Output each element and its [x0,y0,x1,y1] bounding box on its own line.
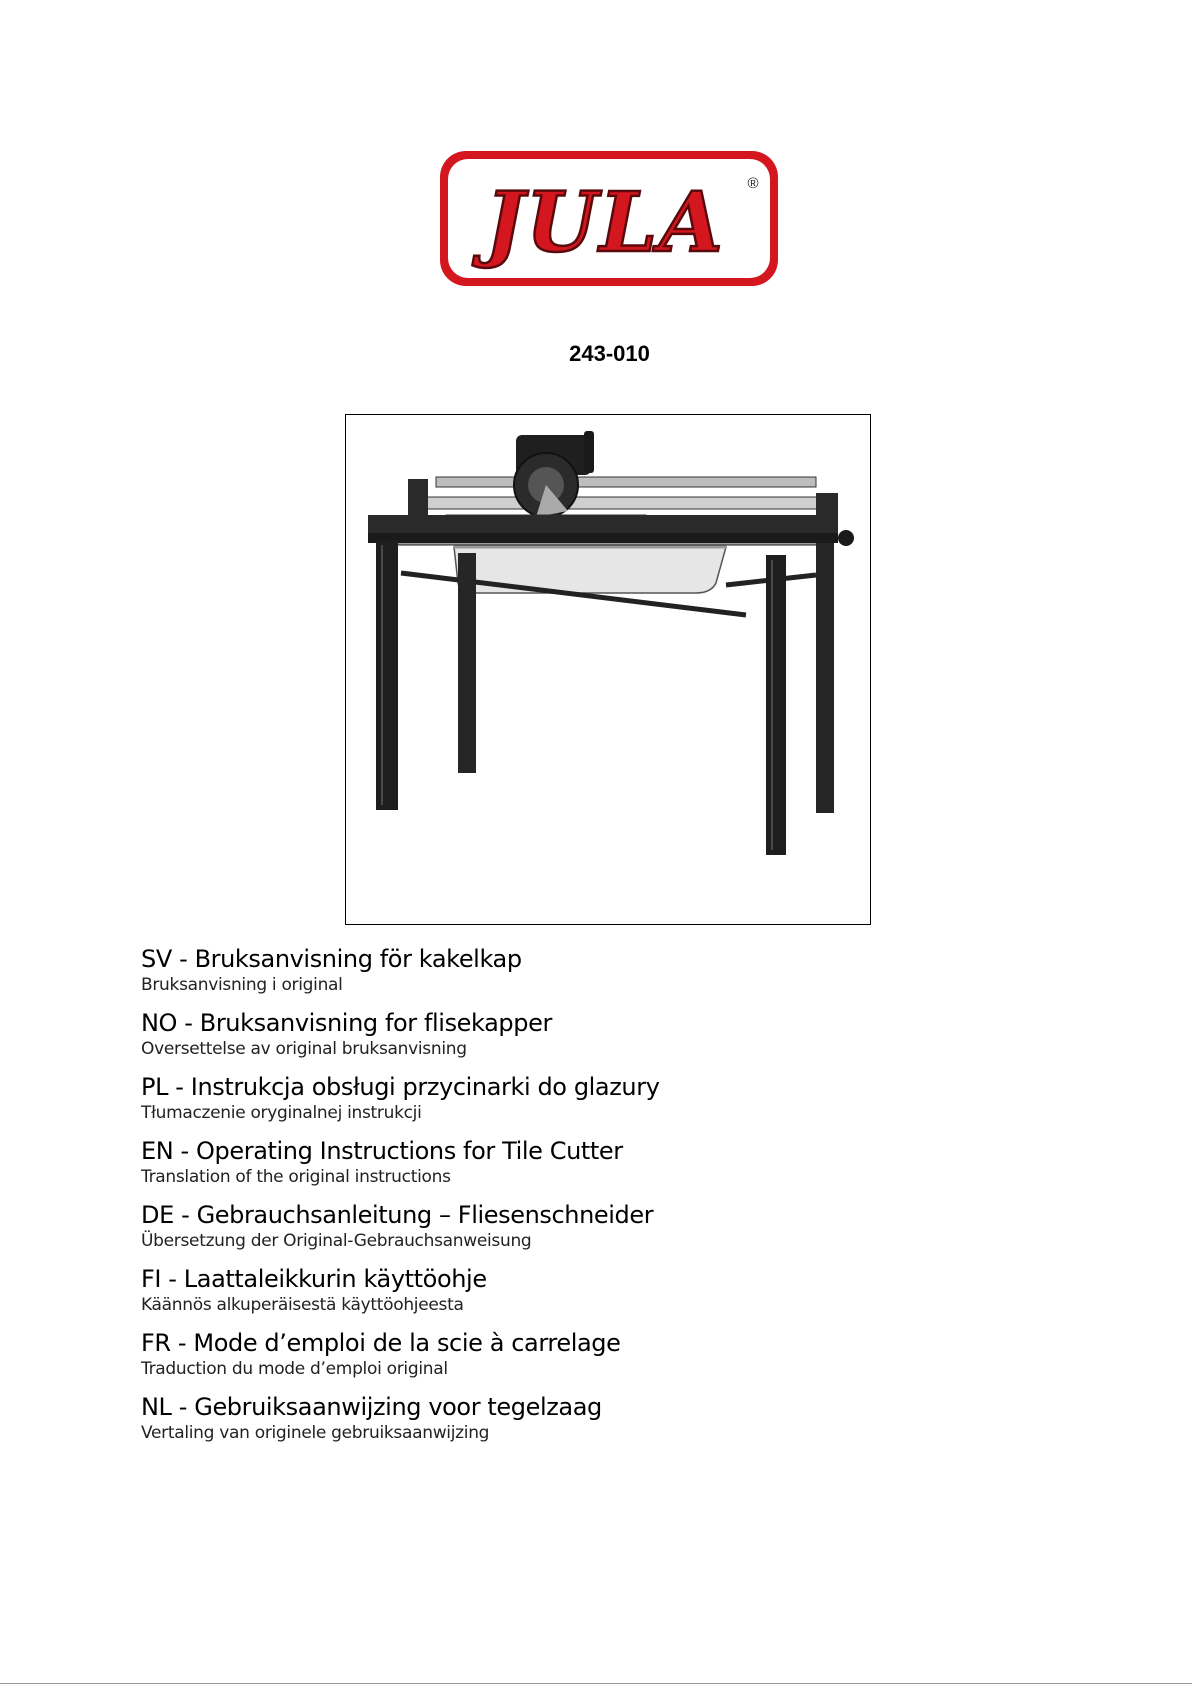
language-title: EN - Operating Instructions for Tile Cutter [141,1137,623,1165]
tile-cutter-icon [346,415,870,924]
language-title: FR - Mode d’emploi de la scie à carrelage [141,1329,621,1357]
language-entry-fi [141,1264,1041,1316]
svg-text:®: ® [747,175,759,192]
language-subtitle: Käännös alkuperäisestä käyttöohjeesta [141,1295,464,1315]
language-title: NL - Gebruiksaanwijzing voor tegelzaag [141,1393,602,1421]
language-entry-pl [141,1072,1041,1124]
product-photo [345,414,871,925]
language-title: PL - Instrukcja obsługi przycinarki do glazury [141,1073,660,1101]
language-entry-fr [141,1328,1041,1380]
language-subtitle: Oversettelse av original bruksanvisning [141,1039,467,1059]
language-title: NO - Bruksanvisning for flisekapper [141,1009,552,1037]
language-entry-nl [141,1392,1041,1444]
language-subtitle: Traduction du mode d’emploi original [141,1359,448,1379]
language-subtitle: Tłumaczenie oryginalnej instrukcji [141,1103,422,1123]
language-subtitle: Vertaling van originele gebruiksaanwijzing [141,1423,490,1443]
language-entry-sv [141,944,1041,996]
language-title: FI - Laattaleikkurin käyttöohje [141,1265,487,1293]
model-number: 243-010 [569,341,650,366]
language-entry-de [141,1200,1041,1252]
jula-logo [437,148,781,289]
language-list [141,944,1041,1456]
language-entry-en [141,1136,1041,1188]
page-bottom-divider [0,1683,1192,1684]
language-entry-no [141,1008,1041,1060]
language-subtitle: Bruksanvisning i original [141,975,343,995]
language-subtitle: Translation of the original instructions [141,1167,451,1187]
svg-text:JULA: JULA [485,175,725,271]
language-title: DE - Gebrauchsanleitung – Fliesenschneider [141,1201,654,1229]
language-subtitle: Übersetzung der Original-Gebrauchsanweisung [141,1231,532,1251]
language-title: SV - Bruksanvisning för kakelkap [141,945,522,973]
